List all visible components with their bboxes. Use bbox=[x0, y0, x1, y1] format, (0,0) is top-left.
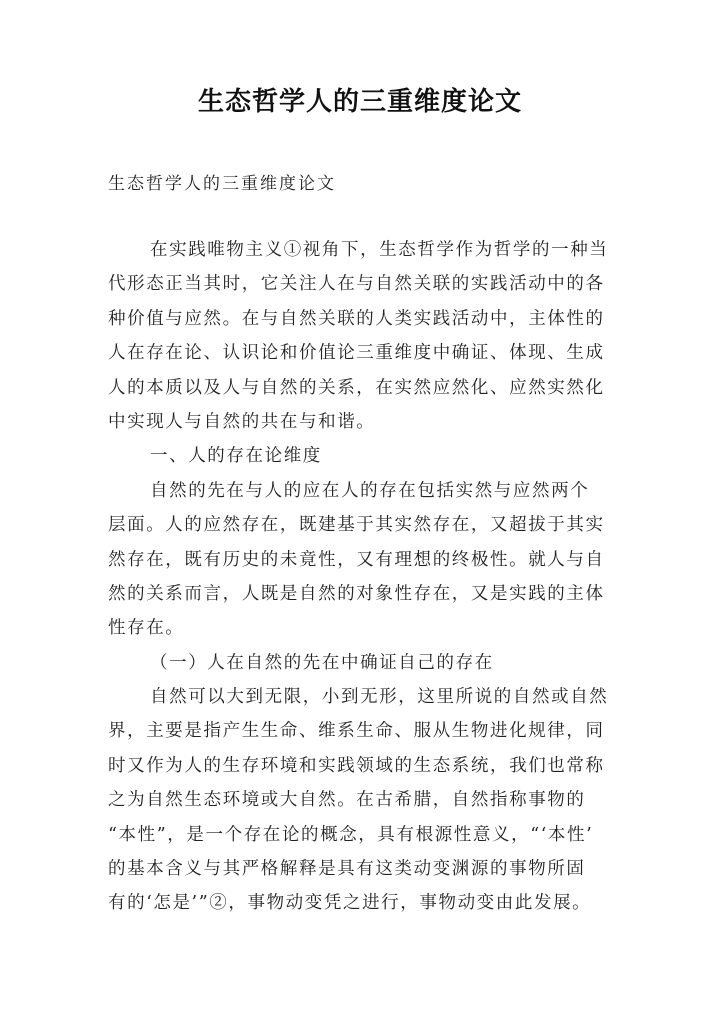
paragraph-line: 自然的先在与人的应在人的存在包括实然与应然两个 bbox=[150, 480, 590, 501]
paragraph-line: 然存在，既有历史的未竟性，又有理想的终极性。就人与自 bbox=[108, 549, 605, 570]
paragraph-line: 有的‘怎是’”②，事物动变凭之进行，事物动变由此发展。 bbox=[108, 893, 592, 914]
document-subtitle: 生态哲学人的三重维度论文 bbox=[108, 174, 336, 194]
paragraph-line: 时又作为人的生存环境和实践领域的生态系统，我们也常称 bbox=[108, 755, 605, 776]
paragraph-line: “本性”，是一个存在论的概念，具有根源性意义，“‘本性’ bbox=[108, 824, 594, 845]
paragraph-line: 然的关系而言，人既是自然的对象性存在，又是实践的主体 bbox=[108, 583, 605, 604]
paragraph-line: 之为自然生态环境或大自然。在古希腊，自然指称事物的 bbox=[108, 790, 586, 811]
document-title: 生态哲学人的三重维度论文 bbox=[197, 87, 522, 117]
paragraph-line: 种价值与应然。在与自然关联的人类实践活动中，主体性的 bbox=[108, 308, 605, 329]
paragraph-line: 人的本质以及人与自然的关系，在实然应然化、应然实然化 bbox=[108, 377, 605, 398]
paragraph-line: 人在存在论、认识论和价值论三重维度中确证、体现、生成 bbox=[108, 343, 605, 364]
paragraph-line: 界，主要是指产生生命、维系生命、服从生物进化规律，同 bbox=[108, 721, 605, 742]
subsection-heading: （一）人在自然的先在中确证自己的存在 bbox=[150, 652, 494, 673]
paragraph-line: 中实现人与自然的共在与和谐。 bbox=[108, 411, 376, 432]
paragraph-line: 性存在。 bbox=[108, 618, 185, 639]
paragraph-line: 层面。人的应然存在，既建基于其实然存在，又超拔于其实 bbox=[108, 515, 605, 536]
paragraph-line: 的基本含义与其严格解释是具有这类动变渊源的事物所固 bbox=[108, 859, 586, 880]
paragraph-line: 代形态正当其时，它关注人在与自然关联的实践活动中的各 bbox=[108, 274, 605, 295]
paragraph-line: 自然可以大到无限，小到无形，这里所说的自然或自然 bbox=[150, 687, 609, 708]
section-heading: 一、人的存在论维度 bbox=[150, 446, 322, 467]
paragraph-line: 在实践唯物主义①视角下，生态哲学作为哲学的一种当 bbox=[150, 240, 609, 260]
document-body bbox=[108, 233, 628, 921]
